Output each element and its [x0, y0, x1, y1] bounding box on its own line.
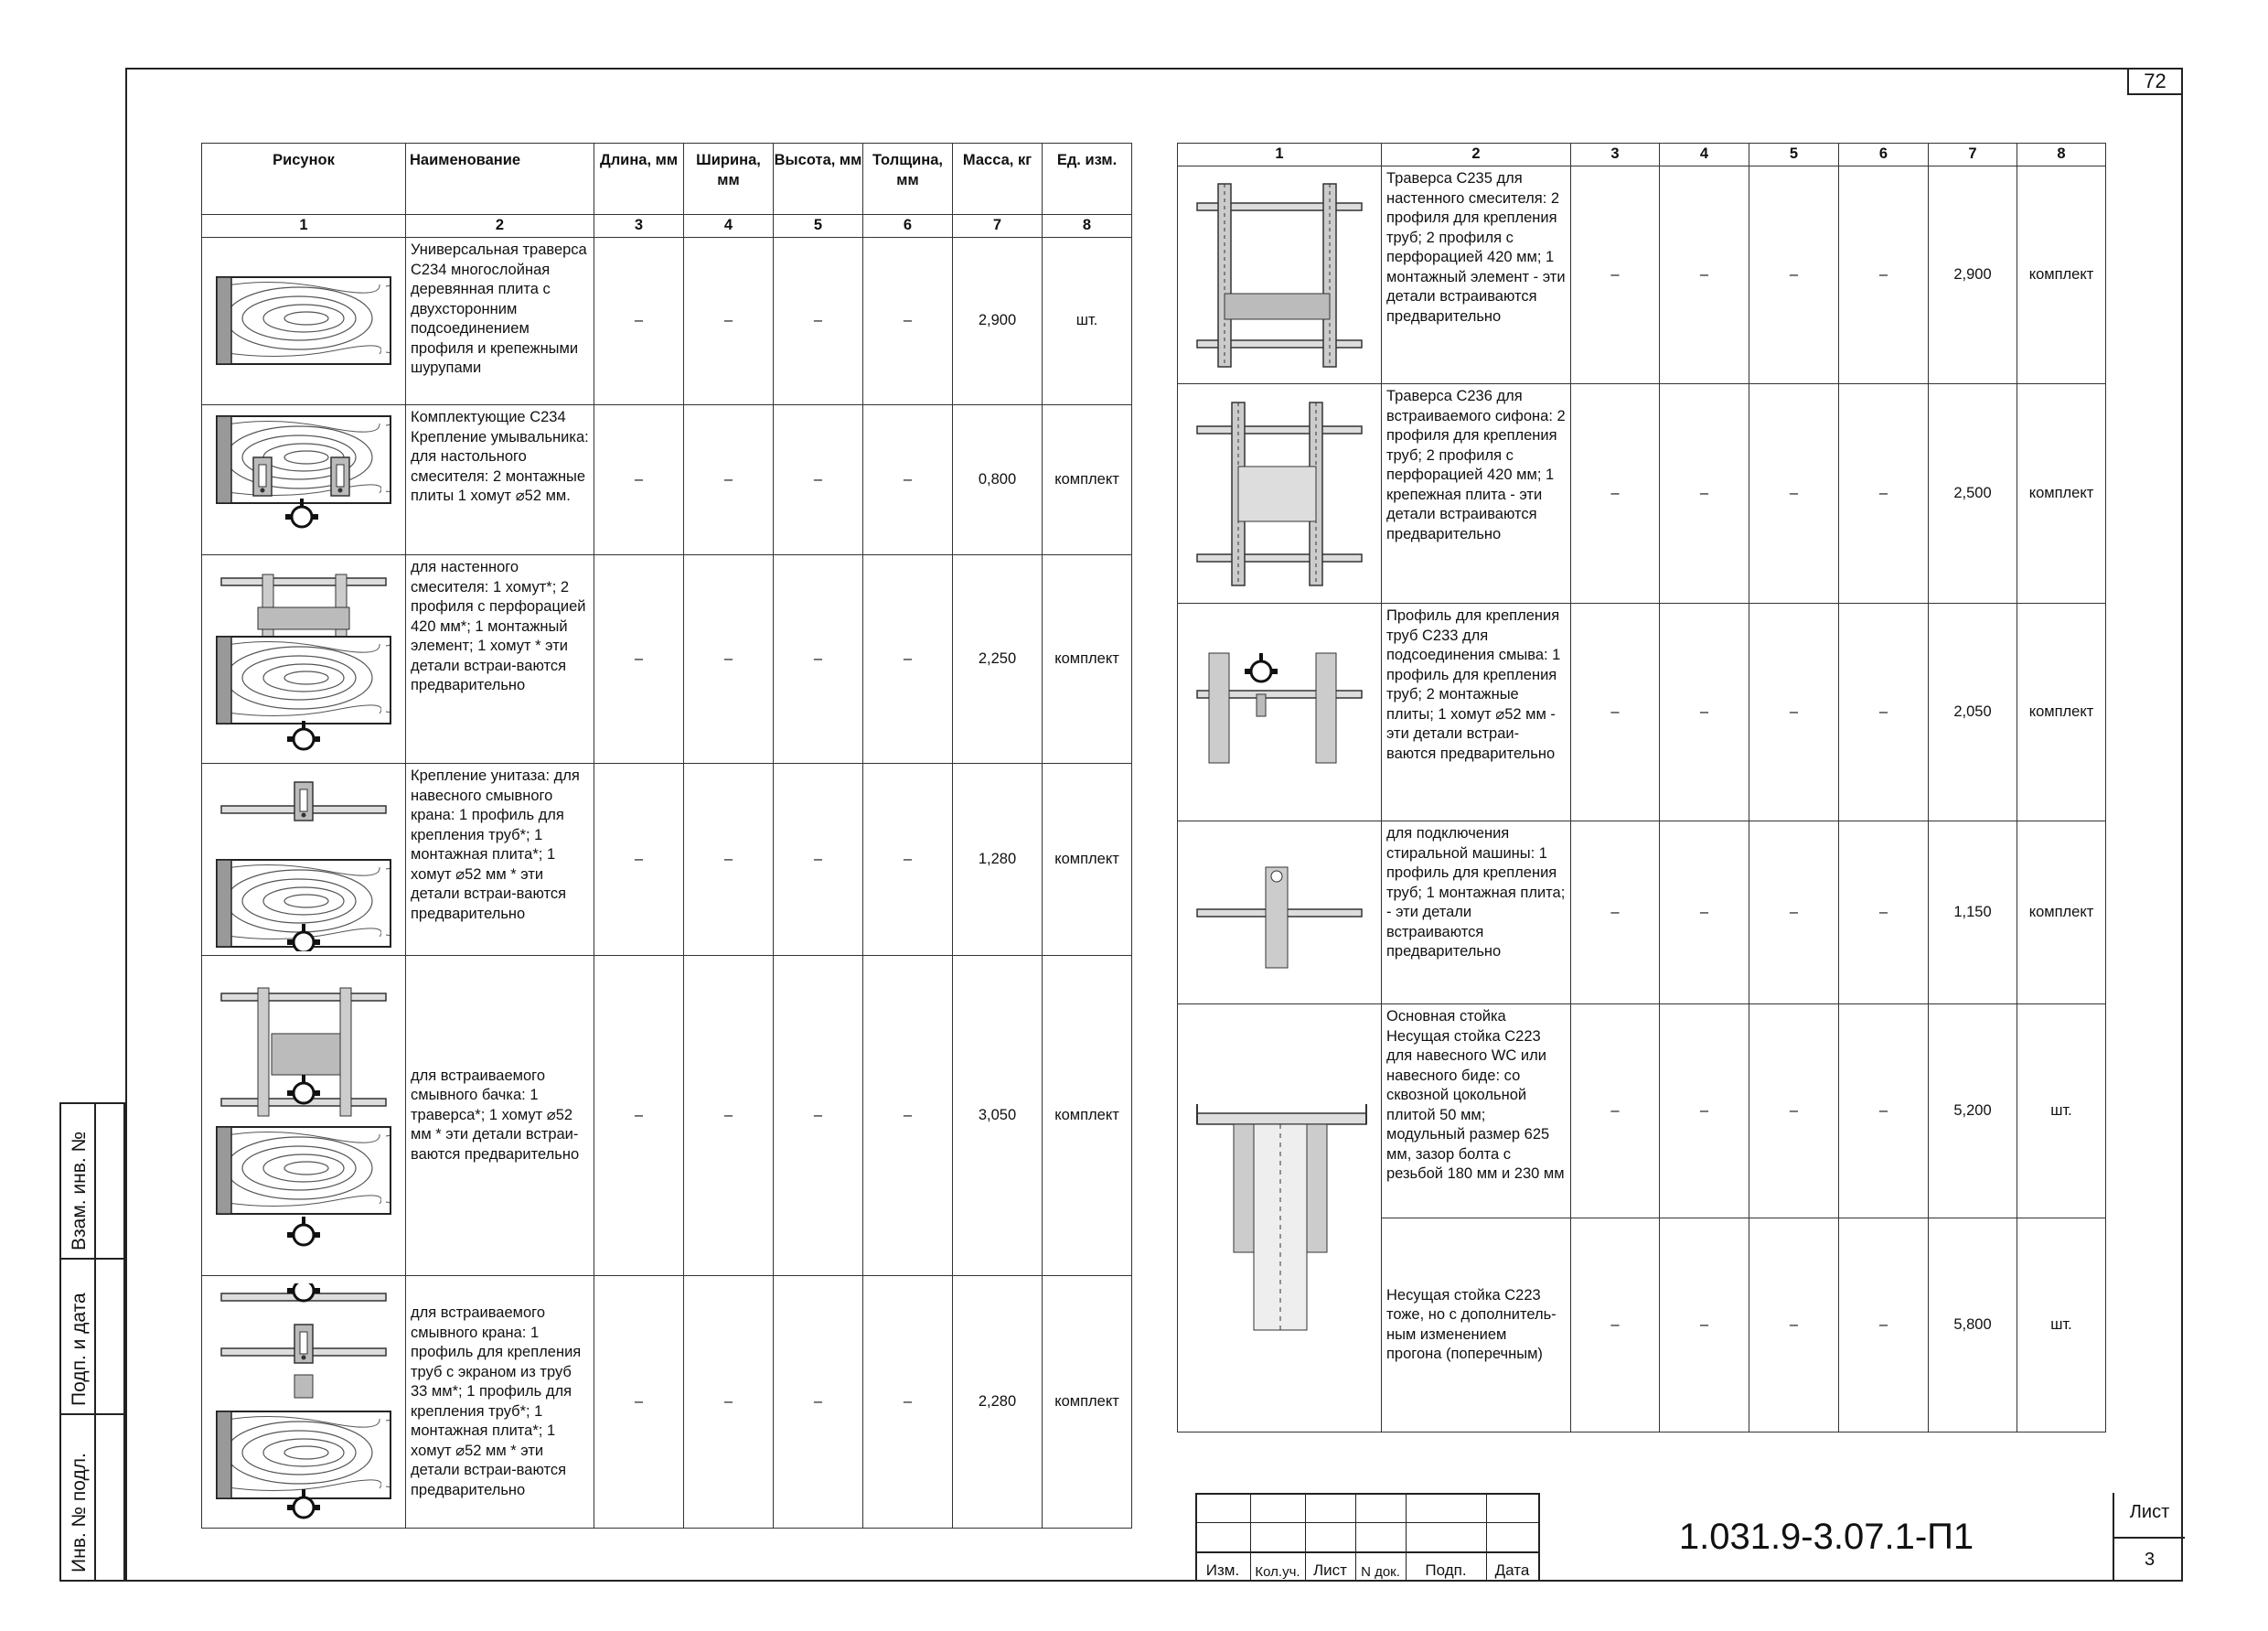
col-num: 3: [594, 215, 684, 238]
item-name: Несущая стойка С223 тоже, но с дополнитель-ным изменением прогона (поперечным): [1382, 1218, 1571, 1432]
column-number-row: [1178, 144, 2106, 166]
dim-thickness: –: [1839, 821, 1929, 1004]
figure-cell: [202, 956, 406, 1276]
table-row: [202, 405, 1132, 555]
col-num: 7: [953, 215, 1043, 238]
mass-value: 5,800: [1929, 1218, 2017, 1432]
col-num: 6: [863, 215, 953, 238]
col-num: 5: [774, 215, 863, 238]
unit-value: комплект: [1043, 764, 1132, 956]
dim-length: –: [1571, 821, 1660, 1004]
dim-width: –: [684, 238, 774, 405]
dim-thickness: –: [863, 555, 953, 764]
col-num: 5: [1749, 144, 1839, 166]
table-row: [1178, 384, 2106, 604]
unit-value: комплект: [2017, 384, 2106, 604]
col-num: 3: [1571, 144, 1660, 166]
left-spec-table: [201, 143, 1132, 1529]
stamp-label-podp: Подп.: [1425, 1561, 1467, 1579]
dim-length: –: [594, 405, 684, 555]
table-row: [1178, 166, 2106, 384]
table-row: [1178, 1004, 2106, 1218]
dim-thickness: –: [1839, 1004, 1929, 1218]
dim-length: –: [1571, 384, 1660, 604]
pipe-profile-c233-drawing: [1183, 644, 1375, 781]
sidebar-stamp: [59, 1102, 125, 1582]
sidebar-label-inv: Инв. № подл.: [69, 1453, 90, 1572]
table-row: [202, 764, 1132, 956]
header-width: Ширина, мм: [684, 144, 774, 215]
header-mass: Масса, кг: [953, 144, 1043, 215]
dim-width: –: [684, 555, 774, 764]
header-thickness: Толщина, мм: [863, 144, 953, 215]
unit-value: комплект: [1043, 555, 1132, 764]
wall-mixer-mount-drawing: [208, 563, 400, 756]
dim-length: –: [1571, 166, 1660, 384]
mass-value: 2,900: [1929, 166, 2017, 384]
item-name: Траверса С236 для встраиваемого сифона: 2 профиля для крепления труб; 2 профиля с перфорацией 420 мм; 1 крепежная плита - эти детали встраиваются предварительно: [1382, 384, 1571, 604]
item-name: для настенного смесителя: 1 хомут*; 2 профиля с перфорацией 420 мм*; 1 монтажный элемент; 1 хомут * эти детали встраи-ваются предварительно: [406, 555, 594, 764]
dim-length: –: [1571, 1218, 1660, 1432]
support-frame-c223-drawing: [1183, 1104, 1375, 1333]
document-number: 1.031.9-3.07.1-П1: [1678, 1517, 1974, 1557]
wood-board-drawing: [212, 275, 395, 367]
dim-height: –: [1749, 1218, 1839, 1432]
dim-thickness: –: [1839, 384, 1929, 604]
unit-value: шт.: [2017, 1218, 2106, 1432]
mass-value: 2,250: [953, 555, 1043, 764]
unit-value: комплект: [2017, 166, 2106, 384]
dim-width: –: [1660, 821, 1749, 1004]
dim-length: –: [594, 555, 684, 764]
figure-cell: [202, 405, 406, 555]
figure-cell: [202, 764, 406, 956]
traverse-c235-drawing: [1183, 175, 1375, 376]
figure-cell: [1178, 166, 1382, 384]
mass-value: 2,280: [953, 1276, 1043, 1529]
item-name: для встраиваемого смывного бачка: 1 траверса*; 1 хомут ⌀52 мм * эти детали встраи-ваются предварительно: [406, 956, 594, 1276]
dim-height: –: [774, 1276, 863, 1529]
col-num: 7: [1929, 144, 2017, 166]
dim-thickness: –: [1839, 166, 1929, 384]
mass-value: 2,050: [1929, 604, 2017, 821]
unit-value: шт.: [2017, 1004, 2106, 1218]
header-unit: Ед. изм.: [1043, 144, 1132, 215]
item-name: Основная стойка Несущая стойка С223 для навесного WC или навесного биде: со сквозной цокольной плитой 50 мм; модульный размер 625 мм, зазор болта с резьбой 180 мм и 230 мм: [1382, 1004, 1571, 1218]
unit-value: шт.: [1043, 238, 1132, 405]
table-row: [1178, 821, 2106, 1004]
dim-height: –: [774, 764, 863, 956]
dim-width: –: [684, 764, 774, 956]
sheet-number: 3: [2144, 1550, 2156, 1570]
stamp-label-ndok: N док.: [1361, 1564, 1400, 1580]
col-num: 8: [2017, 144, 2106, 166]
figure-cell: [1178, 1004, 1382, 1432]
sidebar-row-2: [59, 1258, 125, 1415]
stamp-label-list: Лист: [1313, 1561, 1347, 1579]
dim-thickness: –: [863, 405, 953, 555]
item-name: Траверса С235 для настенного смесителя: 2 профиля для крепления труб; 2 профиля с перфорацией 420 мм; 1 монтажный элемент - эти детали встраиваются предварительно: [1382, 166, 1571, 384]
mass-value: 2,500: [1929, 384, 2017, 604]
dim-length: –: [594, 956, 684, 1276]
revision-grid: [1195, 1493, 1538, 1582]
mass-value: 1,280: [953, 764, 1043, 956]
dim-height: –: [774, 405, 863, 555]
mass-value: 3,050: [953, 956, 1043, 1276]
dim-thickness: –: [863, 238, 953, 405]
table-row: [202, 1276, 1132, 1529]
dim-height: –: [774, 555, 863, 764]
dim-width: –: [684, 1276, 774, 1529]
traverse-c236-drawing: [1183, 398, 1375, 590]
item-name: Универсальная траверса С234 многослойная деревянная плита с двухсторонним подсоединением профиля и крепежными шурупами: [406, 238, 594, 405]
dim-width: –: [684, 405, 774, 555]
sidebar-row-1: [59, 1102, 125, 1260]
col-num: 1: [1178, 144, 1382, 166]
figure-cell: [202, 238, 406, 405]
sidebar-row-3: [59, 1413, 125, 1582]
figure-cell: [1178, 604, 1382, 821]
unit-value: комплект: [2017, 604, 2106, 821]
figure-cell: [202, 555, 406, 764]
unit-value: комплект: [1043, 1276, 1132, 1529]
dim-length: –: [594, 764, 684, 956]
dim-width: –: [1660, 166, 1749, 384]
table-row: [1178, 604, 2106, 821]
column-number-row: [202, 215, 1132, 238]
cistern-mount-drawing: [208, 979, 400, 1253]
dim-thickness: –: [863, 1276, 953, 1529]
item-name: для встраиваемого смывного крана: 1 профиль для крепления труб с экраном из труб 33 мм*; 1 профиль для крепления труб*; 1 монтажная плита*; 1 хомут ⌀52 мм * эти детали встраи-ваются предварительно: [406, 1276, 594, 1529]
item-name: Комплектующие С234 Крепление умывальника: для настольного смесителя: 2 монтажные плиты 1 хомут ⌀52 мм.: [406, 405, 594, 555]
dim-height: –: [1749, 604, 1839, 821]
table-row: [202, 555, 1132, 764]
right-spec-table: [1177, 143, 2106, 1432]
dim-length: –: [594, 1276, 684, 1529]
dim-height: –: [1749, 1004, 1839, 1218]
table-row: [202, 238, 1132, 405]
header-height: Высота, мм: [774, 144, 863, 215]
sheet-label: Лист: [2129, 1502, 2170, 1522]
dim-width: –: [1660, 384, 1749, 604]
col-num: 2: [1382, 144, 1571, 166]
mass-value: 1,150: [1929, 821, 2017, 1004]
dim-thickness: –: [1839, 1218, 1929, 1432]
washing-machine-mount-drawing: [1183, 849, 1375, 977]
col-num: 1: [202, 215, 406, 238]
dim-length: –: [594, 238, 684, 405]
dim-width: –: [1660, 1004, 1749, 1218]
col-num: 4: [684, 215, 774, 238]
mass-value: 0,800: [953, 405, 1043, 555]
item-name: для подключения стиральной машины: 1 профиль для крепления труб; 1 монтажная плита; - эти детали встраиваются предварительно: [1382, 821, 1571, 1004]
header-name: Наименование: [406, 144, 594, 215]
unit-value: комплект: [2017, 821, 2106, 1004]
stamp-label-izm: Изм.: [1205, 1561, 1240, 1579]
dim-height: –: [1749, 166, 1839, 384]
dim-height: –: [774, 238, 863, 405]
unit-value: комплект: [1043, 405, 1132, 555]
dim-thickness: –: [1839, 604, 1929, 821]
flush-valve-mount-drawing: [208, 1283, 400, 1521]
dim-thickness: –: [863, 956, 953, 1276]
header-figure: Рисунок: [202, 144, 406, 215]
sidebar-label-vzam: Взам. инв. №: [69, 1131, 90, 1250]
dim-height: –: [774, 956, 863, 1276]
col-num: 8: [1043, 215, 1132, 238]
toilet-flush-mount-drawing: [208, 768, 400, 951]
dim-height: –: [1749, 384, 1839, 604]
col-num: 2: [406, 215, 594, 238]
dim-width: –: [684, 956, 774, 1276]
washbasin-mount-drawing: [212, 412, 395, 549]
mass-value: 2,900: [953, 238, 1043, 405]
unit-value: комплект: [1043, 956, 1132, 1276]
stamp-label-koluch: Кол.уч.: [1255, 1564, 1300, 1580]
dim-height: –: [1749, 821, 1839, 1004]
dim-thickness: –: [863, 764, 953, 956]
figure-cell: [1178, 821, 1382, 1004]
sidebar-label-podp: Подп. и дата: [69, 1293, 90, 1406]
figure-cell: [1178, 384, 1382, 604]
dim-length: –: [1571, 604, 1660, 821]
header-length: Длина, мм: [594, 144, 684, 215]
dim-width: –: [1660, 604, 1749, 821]
item-name: Профиль для крепления труб С233 для подсоединения смыва: 1 профиль для крепления труб; 2 монтажные плиты; 1 хомут ⌀52 мм - эти детали встраи-ваются предварительно: [1382, 604, 1571, 821]
dim-length: –: [1571, 1004, 1660, 1218]
sheet-box: [2113, 1493, 2185, 1582]
col-num: 4: [1660, 144, 1749, 166]
stamp-label-data: Дата: [1494, 1561, 1530, 1579]
page-number: 72: [2127, 68, 2183, 95]
header-row: [202, 144, 1132, 215]
table-row: [202, 956, 1132, 1276]
col-num: 6: [1839, 144, 1929, 166]
title-block: [1195, 1493, 2183, 1582]
mass-value: 5,200: [1929, 1004, 2017, 1218]
figure-cell: [202, 1276, 406, 1529]
item-name: Крепление унитаза: для навесного смывного крана: 1 профиль для крепления труб*; 1 монтажная плита*; 1 хомут ⌀52 мм * эти детали встраи-ваются предварительно: [406, 764, 594, 956]
dim-width: –: [1660, 1218, 1749, 1432]
